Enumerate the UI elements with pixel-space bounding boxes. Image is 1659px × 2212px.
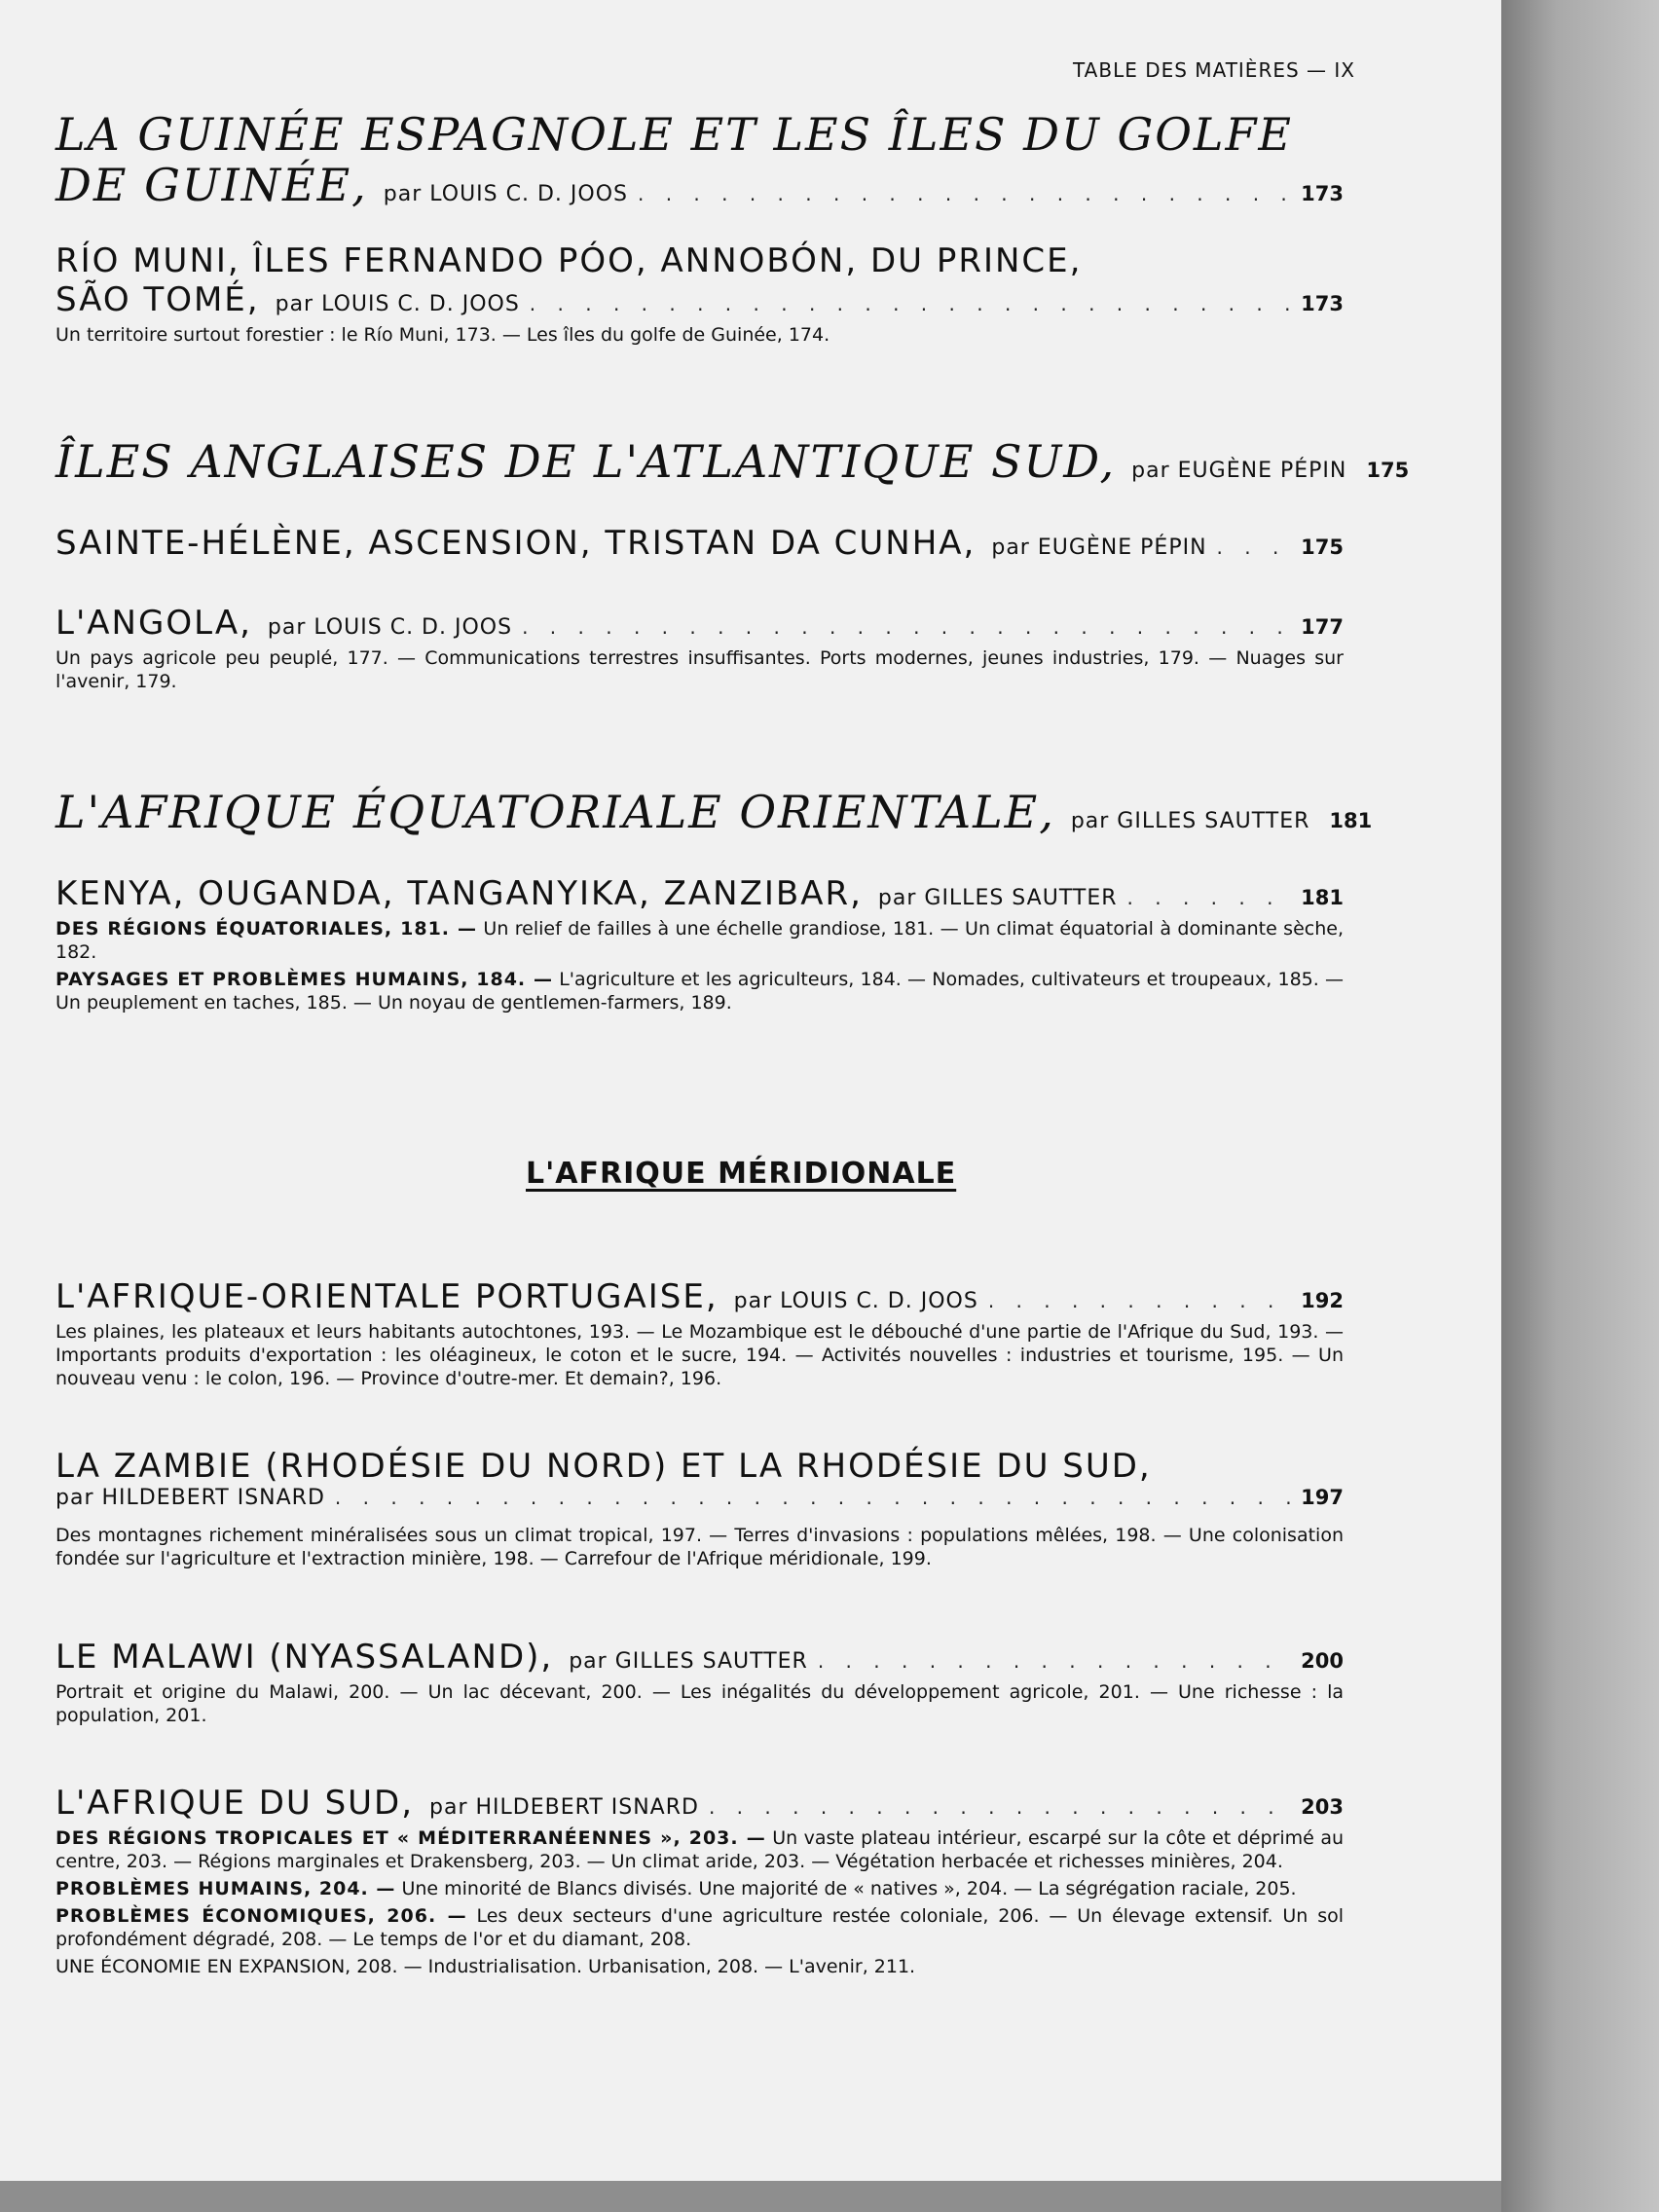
entry-author: par LOUIS C. D. JOOS <box>733 1289 978 1313</box>
entry-title: LA GUINÉE ESPAGNOLE ET LES ÎLES DU GOLFE <box>55 108 1293 161</box>
toc-entry-kenya[interactable] <box>55 874 1344 1014</box>
entry-title: L'AFRIQUE ÉQUATORIALE ORIENTALE, <box>55 786 1055 838</box>
entry-title: ÎLES ANGLAISES DE L'ATLANTIQUE SUD, <box>55 435 1117 488</box>
entry-description: UNE ÉCONOMIE EN EXPANSION, 208. — Industrialisation. Urbanisation, 208. — L'avenir, 211. <box>55 1956 916 1977</box>
leader-dots <box>335 1486 1291 1509</box>
leader-dots <box>1127 886 1292 909</box>
entry-description: Les plaines, les plateaux et leurs habitants autochtones, 193. — Le Mozambique est le débouché d'une partie de l'Afrique du Sud, 193. — Importants produits d'exportation : les oléagineux, le coton et le sucre, 194. — Activités nouvelles : industries et tourisme, 195. — Un nouveau venu : le colon, 196. — Province d'outre-mer. Et demain?, 196. <box>55 1321 1344 1389</box>
subsection-head: DES RÉGIONS ÉQUATORIALES, 181. — <box>55 918 477 940</box>
toc-entry-sainte-helene[interactable] <box>55 524 1344 563</box>
page-edge-shadow <box>1501 0 1659 2212</box>
entry-author: par LOUIS C. D. JOOS <box>275 292 520 316</box>
entry-description <box>55 1826 1344 1873</box>
entry-title: RÍO MUNI, ÎLES FERNANDO PÓO, ANNOBÓN, DU PRINCE, <box>55 241 1083 280</box>
subsection-text: Les deux secteurs d'une agriculture restée coloniale, 206. — Un élevage extensif. Un sol profondément dégradé, 208. — Le temps de l'or et du diamant, 208. <box>55 1905 1344 1950</box>
page-bottom-strip <box>0 2181 1501 2212</box>
entry-page: 181 <box>1329 809 1373 832</box>
entry-author: par EUGÈNE PÉPIN <box>1131 459 1347 483</box>
toc-entry-iles-anglaises[interactable] <box>55 435 1410 488</box>
entry-page: 177 <box>1301 615 1344 639</box>
entry-title: SAINTE-HÉLÈNE, ASCENSION, TRISTAN DA CUNHA, <box>55 524 977 563</box>
entry-description <box>55 968 1344 1014</box>
subsection-text: Un vaste plateau intérieur, escarpé sur la côte et déprimé au centre, 203. — Régions marginales et Drakensberg, 203. — Un climat aride, 203. — Végétation herbacée et richesses minières, 204. <box>55 1827 1344 1872</box>
entry-page: 173 <box>1301 292 1344 315</box>
subsection-head: PROBLÈMES ÉCONOMIQUES, 206. — <box>55 1905 467 1927</box>
entry-title: LE MALAWI (NYASSALAND), <box>55 1638 554 1677</box>
entry-page: 173 <box>1301 182 1344 205</box>
subsection-text: L'agriculture et les agriculteurs, 184. — Nomades, cultivateurs et troupeaux, 185. — Un peuplement en taches, 185. — Un noyau de gentlemen-farmers, 189. <box>55 969 1345 1014</box>
entry-description <box>55 1877 1344 1900</box>
leader-dots <box>638 182 1291 205</box>
leader-dots <box>709 1795 1291 1819</box>
leader-dots <box>522 615 1291 639</box>
entry-title-cont: DE GUINÉE, <box>55 159 368 211</box>
entry-title-cont: SÃO TOMÉ, <box>55 280 260 319</box>
entry-author: par GILLES SAUTTER <box>877 886 1118 910</box>
entry-description <box>55 1904 1344 1951</box>
toc-entry-riomuni[interactable] <box>55 241 1344 347</box>
entry-author: par LOUIS C. D. JOOS <box>383 182 628 206</box>
toc-entry-afrique-equatoriale[interactable] <box>55 786 1373 838</box>
toc-entry-guinee[interactable] <box>55 109 1344 210</box>
entry-author: par LOUIS C. D. JOOS <box>267 615 513 640</box>
entry-title: L'AFRIQUE DU SUD, <box>55 1784 415 1823</box>
entry-page: 175 <box>1366 459 1410 482</box>
entry-description: Portrait et origine du Malawi, 200. — Un lac décevant, 200. — Les inégalités du développement agricole, 201. — Une richesse : la population, 201. <box>55 1681 1344 1726</box>
leader-dots <box>988 1289 1291 1312</box>
subsection-head: PAYSAGES ET PROBLÈMES HUMAINS, 184. — <box>55 969 553 990</box>
subsection-text: Un relief de failles à une échelle grandiose, 181. — Un climat équatorial à dominante sèche, 182. <box>55 918 1344 963</box>
toc-entry-zambie[interactable] <box>55 1447 1344 1570</box>
entry-page: 192 <box>1301 1289 1344 1312</box>
leader-dots <box>1217 535 1292 559</box>
leader-dots <box>530 292 1291 315</box>
toc-entry-angola[interactable] <box>55 604 1344 693</box>
entry-page: 181 <box>1301 886 1344 909</box>
toc-entry-afrique-du-sud[interactable] <box>55 1784 1344 1978</box>
running-head: TABLE DES MATIÈRES — IX <box>1073 58 1355 82</box>
entry-author: par HILDEBERT ISNARD <box>55 1486 325 1510</box>
toc-entry-mozambique[interactable] <box>55 1277 1344 1390</box>
section-heading: L'AFRIQUE MÉRIDIONALE <box>526 1157 957 1191</box>
entry-description: Des montagnes richement minéralisées sous un climat tropical, 197. — Terres d'invasions : populations mêlées, 198. — Une colonisation fondée sur l'agriculture et l'extraction minière, 198. — Carrefour de l'Afrique méridionale, 199. <box>55 1525 1344 1569</box>
entry-title: LA ZAMBIE (RHODÉSIE DU NORD) ET LA RHODÉSIE DU SUD, <box>55 1447 1152 1486</box>
entry-description <box>55 917 1344 964</box>
entry-title: KENYA, OUGANDA, TANGANYIKA, ZANZIBAR, <box>55 874 863 913</box>
entry-author: par GILLES SAUTTER <box>1070 809 1310 833</box>
entry-page: 203 <box>1301 1795 1344 1819</box>
entry-author: par GILLES SAUTTER <box>569 1649 808 1674</box>
entry-title: L'AFRIQUE-ORIENTALE PORTUGAISE, <box>55 1277 719 1316</box>
entry-description: Un pays agricole peu peuplé, 177. — Communications terrestres insuffisantes. Ports modernes, jeunes industries, 179. — Nuages sur l'avenir, 179. <box>55 647 1344 692</box>
entry-page: 197 <box>1301 1486 1344 1509</box>
entry-description: Un territoire surtout forestier : le Río Muni, 173. — Les îles du golfe de Guinée, 174. <box>55 324 830 346</box>
leader-dots <box>818 1649 1291 1673</box>
entry-page: 175 <box>1301 535 1344 559</box>
subsection-head: PROBLÈMES HUMAINS, 204. — <box>55 1878 396 1899</box>
entry-title: L'ANGOLA, <box>55 604 252 643</box>
entry-author: par EUGÈNE PÉPIN <box>991 535 1207 560</box>
entry-page: 200 <box>1301 1649 1344 1673</box>
entry-author: par HILDEBERT ISNARD <box>429 1795 699 1820</box>
toc-entry-malawi[interactable] <box>55 1638 1344 1727</box>
subsection-text: Une minorité de Blancs divisés. Une majorité de « natives », 204. — La ségrégation raciale, 205. <box>401 1878 1297 1899</box>
subsection-head: DES RÉGIONS TROPICALES ET « MÉDITERRANÉENNES », 203. — <box>55 1827 766 1849</box>
